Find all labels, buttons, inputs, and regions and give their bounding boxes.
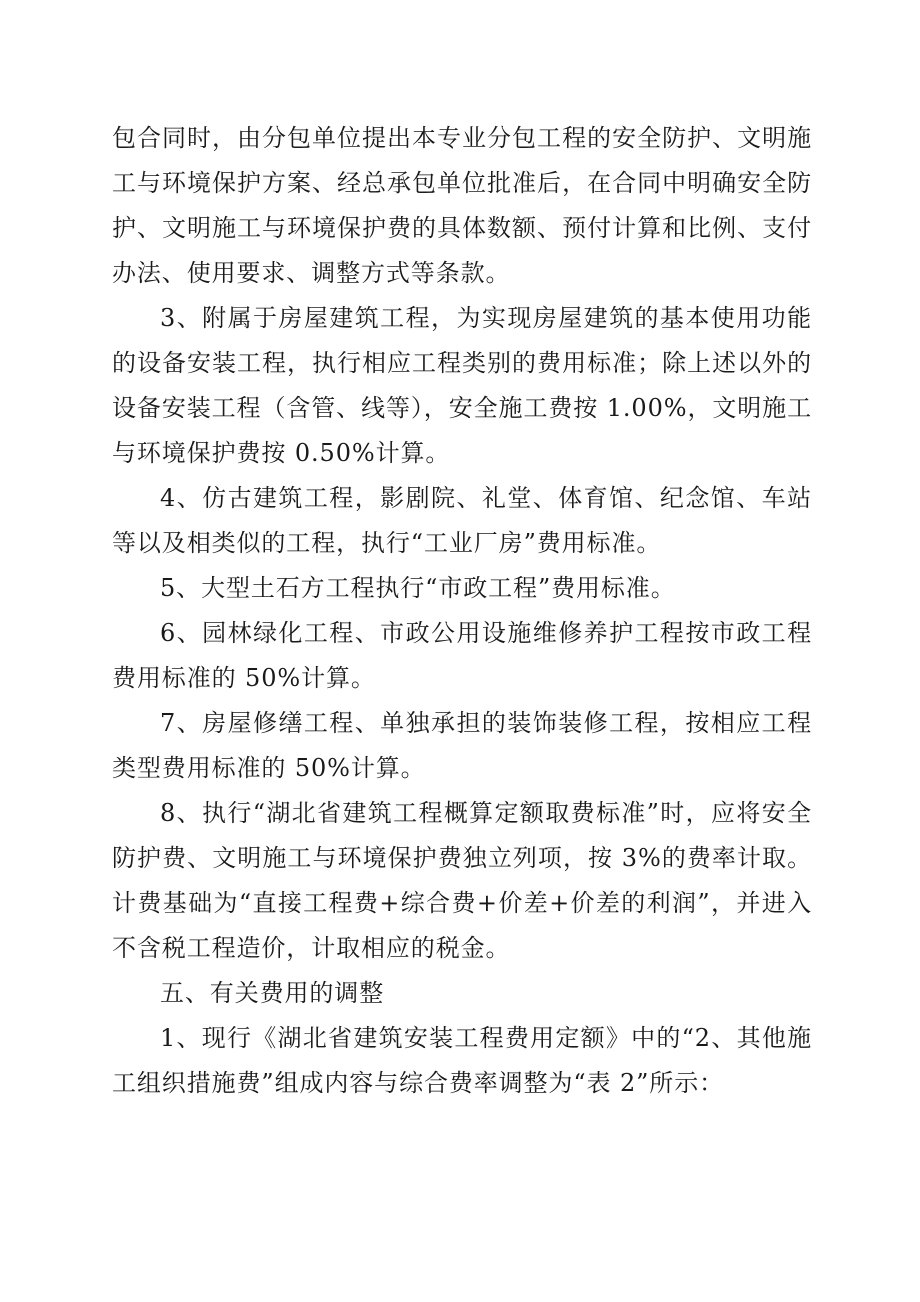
paragraph-contract-continuation: 包合同时，由分包单位提出本专业分包工程的安全防护、文明施工与环境保护方案、经总承包单位批准后，在合同中明确安全防护、文明施工与环境保护费的具体数额、预付计算和比例、支付办法、使用要求、调整方式等条款。 <box>112 124 812 287</box>
paragraph-item-8: 8、执行“湖北省建筑工程概算定额取费标准”时，应将安全防护费、文明施工与环境保护费独立列项，按 3%的费率计取。计费基础为“直接工程费+综合费+价差+价差的利润”，并进入不含税工程造价，计取相应的税金。 <box>112 799 812 962</box>
paragraph-item-6: 6、园林绿化工程、市政公用设施维修养护工程按市政工程费用标准的 50%计算。 <box>112 619 812 692</box>
paragraph-item-7: 7、房屋修缮工程、单独承担的装饰装修工程，按相应工程类型费用标准的 50%计算。 <box>112 709 812 782</box>
paragraph-item-5: 5、大型土石方工程执行“市政工程”费用标准。 <box>160 574 676 602</box>
paragraph-item-3: 3、附属于房屋建筑工程，为实现房屋建筑的基本使用功能的设备安装工程，执行相应工程类别的费用标准；除上述以外的设备安装工程（含管、线等），安全施工费按 1.00%，文明施工与环境保护费按 0.50%计算。 <box>112 304 812 467</box>
document-body <box>112 116 812 1106</box>
paragraph-adjustment-item-1: 1、现行《湖北省建筑安装工程费用定额》中的“2、其他施工组织措施费”组成内容与综合费率调整为“表 2”所示： <box>112 1024 812 1097</box>
section-heading-fee-adjustment: 五、有关费用的调整 <box>160 979 385 1007</box>
paragraph-item-4: 4、仿古建筑工程，影剧院、礼堂、体育馆、纪念馆、车站等以及相类似的工程，执行“工业厂房”费用标准。 <box>112 484 812 557</box>
